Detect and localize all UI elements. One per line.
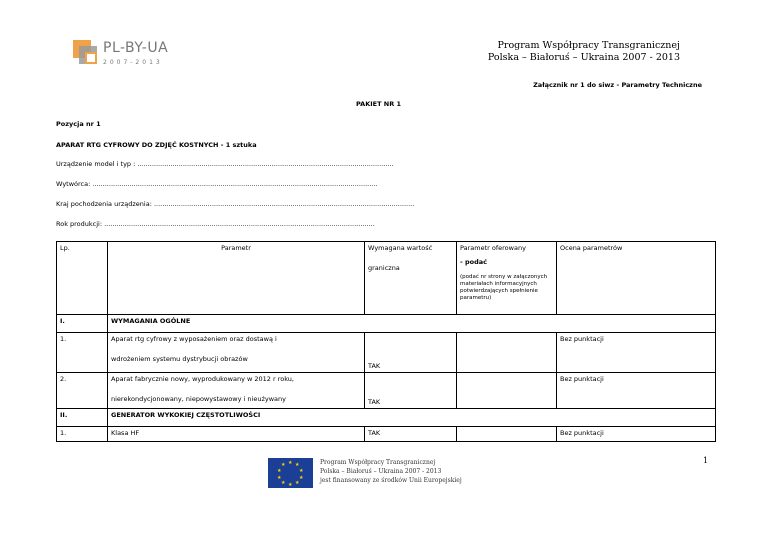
field-origin: Kraj pochodzenia urządzenia: ..............................................................................................................................	[56, 200, 415, 208]
field-model: Urządzenie model i typ : ............................................................................................................................	[56, 160, 394, 168]
position-label: Pozycja nr 1	[56, 120, 101, 128]
table-row	[57, 333, 716, 373]
header-line-2: Polska – Białoruś – Ukraina 2007 - 2013	[487, 52, 680, 63]
header-param: Parametr	[108, 242, 365, 315]
device-title: APARAT RTG CYFROWY DO ZDJĘĆ KOSTNYCH - 1 sztuka	[56, 141, 257, 149]
table-row	[57, 373, 716, 409]
row-rating: Bez punktacji	[557, 373, 716, 409]
header-line-1: Program Współpracy Transgranicznej	[497, 40, 680, 51]
table-row	[57, 427, 716, 442]
row-num: 2.	[57, 373, 108, 409]
logo-name: PL-BY-UA	[103, 40, 169, 56]
field-manufacturer: Wytwórca: ..........................................................................................................................................	[56, 180, 378, 188]
package-title: PAKIET NR 1	[356, 100, 402, 108]
field-year: Rok produkcji: ...................................................................................................................................	[56, 220, 375, 228]
row-offered	[457, 427, 557, 442]
section-row	[57, 315, 716, 333]
row-required: TAK	[365, 333, 457, 373]
row-param: Klasa HF	[108, 427, 365, 442]
section-row	[57, 409, 716, 427]
row-num: 1.	[57, 333, 108, 373]
program-logo	[73, 40, 173, 74]
section-title: GENERATOR WYKOKIEJ CZĘSTOTLIWOŚCI	[108, 409, 716, 427]
row-param: Aparat fabrycznie nowy, wyprodukowany w 2012 r roku, nierekondycjonowany, niepowystawowy i nieużywany	[108, 373, 365, 409]
header-offered: Parametr oferowany - podać (podać nr strony w załączonych materiałach informacyjnych potwierdzających spełnienie parametru)	[457, 242, 557, 315]
section-title: WYMAGANIA OGÓLNE	[108, 315, 716, 333]
row-required: TAK	[365, 427, 457, 442]
row-required: TAK	[365, 373, 457, 409]
footer-text: Program Współpracy Transgranicznej Polska – Białoruś – Ukraina 2007 - 2013 jest finansowany ze środków Unii Europejskiej	[320, 459, 462, 484]
row-rating: Bez punktacji	[557, 427, 716, 442]
header-rating: Ocena parametrów	[557, 242, 716, 315]
header-required: Wymagana wartość graniczna	[365, 242, 457, 315]
attachment-title: Załącznik nr 1 do siwz - Parametry Techniczne	[533, 81, 702, 89]
logo-years: 2007-2013	[103, 59, 163, 66]
section-num: I.	[57, 315, 108, 333]
row-num: 1.	[57, 427, 108, 442]
eu-flag-icon: ★ ★ ★ ★ ★ ★ ★ ★ ★ ★	[268, 458, 313, 488]
parameters-table	[56, 241, 716, 442]
row-rating: Bez punktacji	[557, 333, 716, 373]
section-num: II.	[57, 409, 108, 427]
page-number: 1	[703, 456, 709, 465]
header-lp: Lp.	[57, 242, 108, 315]
row-param: Aparat rtg cyfrowy z wyposażeniem oraz dostawą i wdrożeniem systemu dystrybucji obrazów	[108, 333, 365, 373]
row-offered	[457, 333, 557, 373]
table-header-row	[57, 242, 716, 315]
row-offered	[457, 373, 557, 409]
